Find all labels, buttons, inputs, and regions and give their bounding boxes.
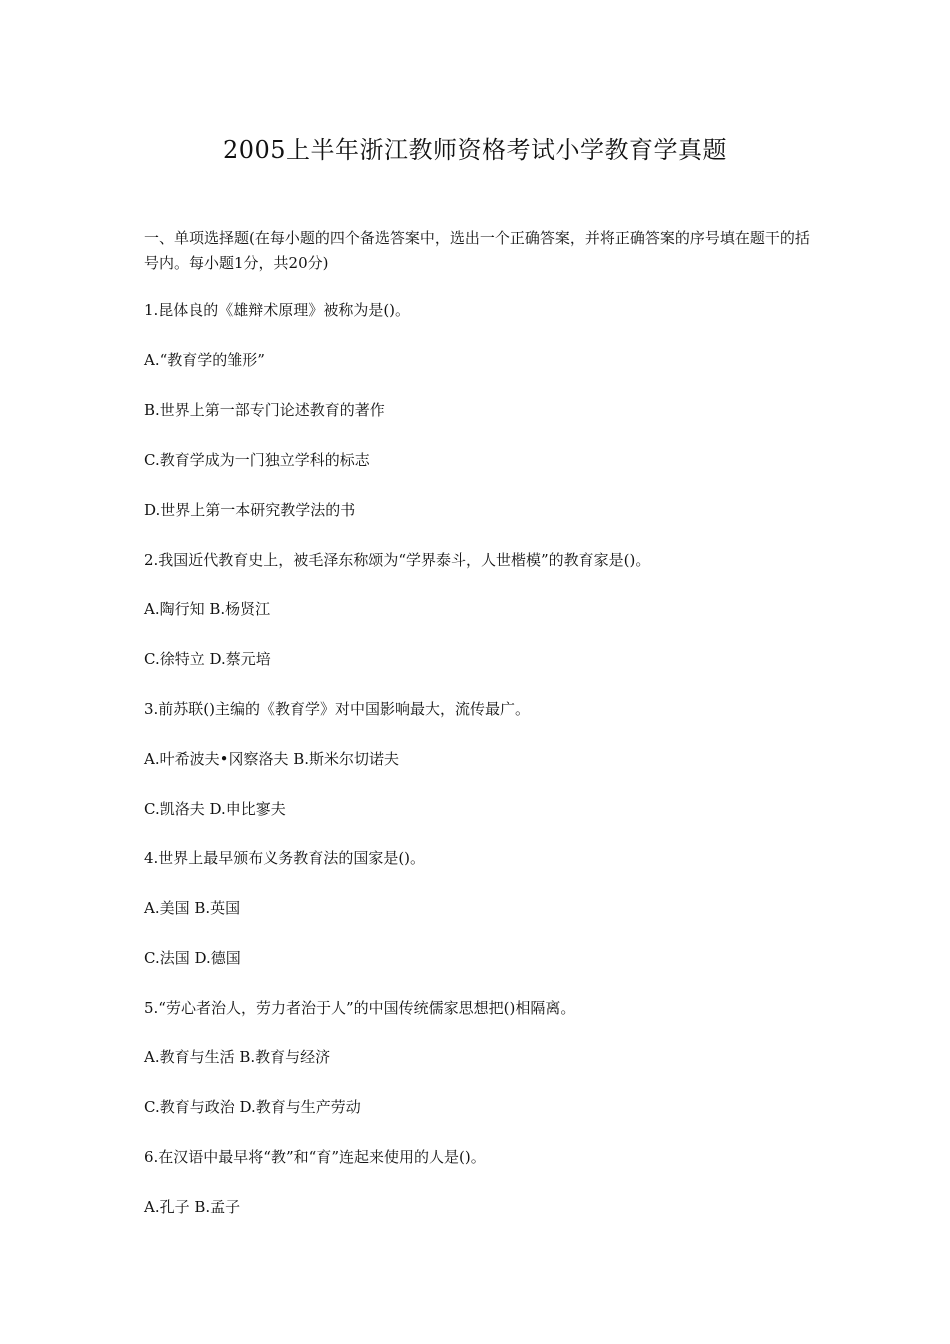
- option-line: C.徐特立 D.蔡元培: [144, 650, 271, 668]
- question-4: 4.世界上最早颁布义务教育法的国家是()。: [144, 849, 426, 867]
- option-line: C.法国 D.德国: [144, 949, 241, 967]
- question-3: 3.前苏联()主编的《教育学》对中国影响最大，流传最广。: [144, 700, 531, 718]
- question-1: 1.昆体良的《雄辩术原理》被称为是()。: [144, 301, 411, 319]
- option-line: B.世界上第一部专门论述教育的著作: [144, 401, 385, 419]
- option-line: A.陶行知 B.杨贤江: [144, 600, 271, 618]
- option-line: D.世界上第一本研究教学法的书: [144, 501, 356, 519]
- document-title: 2005上半年浙江教师资格考试小学教育学真题: [222, 136, 728, 164]
- option-line: A.孔子 B.孟子: [144, 1198, 241, 1216]
- option-line: C.教育与政治 D.教育与生产劳动: [144, 1098, 361, 1116]
- question-5: 5.“劳心者治人，劳力者治于人”的中国传统儒家思想把()相隔离。: [144, 999, 576, 1017]
- option-line: A.叶希波夫•冈察洛夫 B.斯米尔切诺夫: [144, 750, 400, 768]
- option-line: C.凯洛夫 D.申比寥夫: [144, 800, 286, 818]
- question-2: 2.我国近代教育史上，被毛泽东称颂为“学界泰斗，人世楷模”的教育家是()。: [144, 551, 651, 569]
- option-line: A.教育与生活 B.教育与经济: [144, 1048, 331, 1066]
- section-intro: 一、单项选择题(在每小题的四个备选答案中，选出一个正确答案，并将正确答案的序号填在题干的括号内。每小题1分，共20分): [144, 229, 810, 272]
- question-6: 6.在汉语中最早将“教”和“育”连起来使用的人是()。: [144, 1148, 486, 1166]
- option-line: C.教育学成为一门独立学科的标志: [144, 451, 370, 469]
- option-line: A.美国 B.英国: [144, 899, 241, 917]
- option-line: A.“教育学的雏形”: [144, 351, 265, 369]
